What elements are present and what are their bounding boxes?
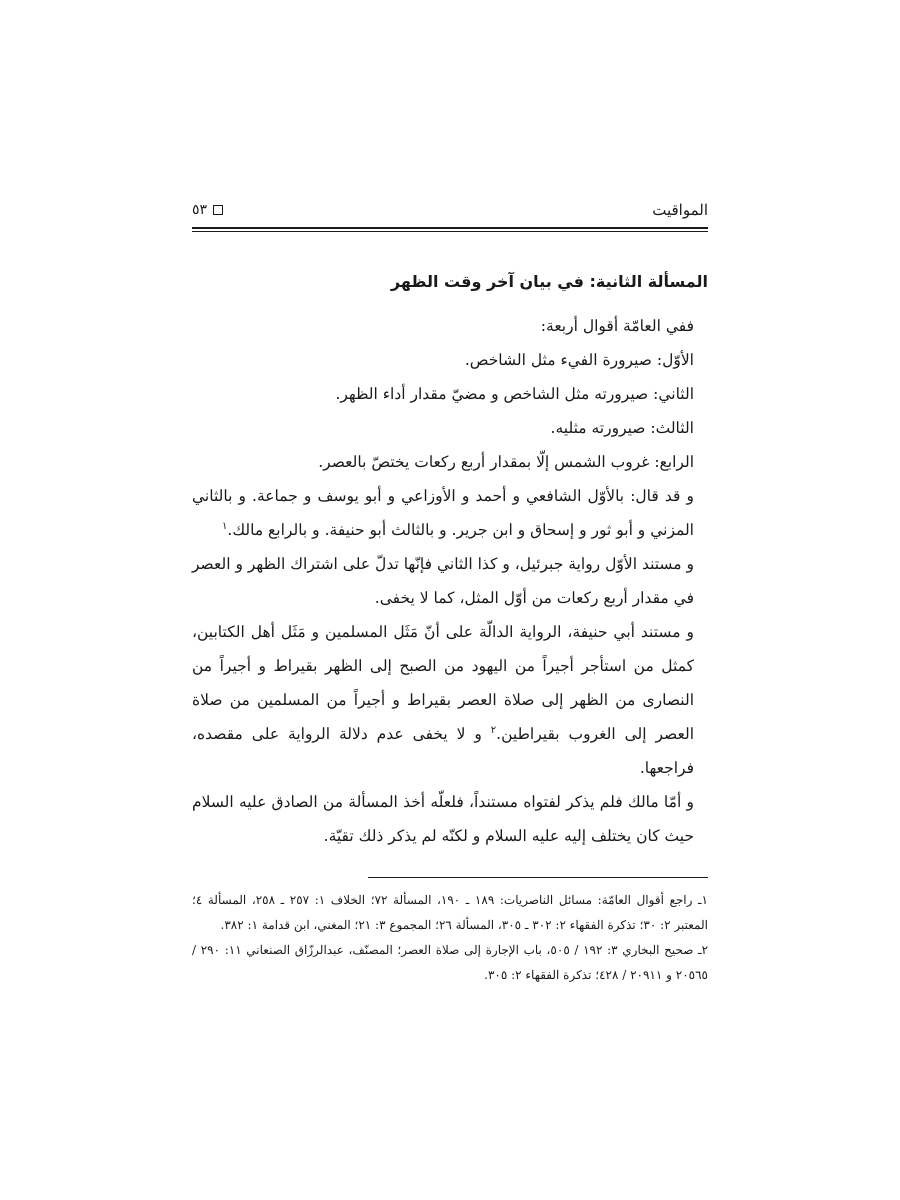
opinion-3: الثالث: صيرورته مثليه. bbox=[550, 419, 694, 437]
footnote-1: ١ـ راجع أقوال العامّة: مسائل الناصريات: ١٨٩ ـ ١٩٠، المسألة ٧٢؛ الخلاف ١: ٢٥٧ ـ ٢٥٨، المسألة ٤؛ المعتبر ٢: ٣٠؛ تذكرة الفقهاء ٢: ٣٠٢ ـ ٣٠٥، المسألة ٢٦؛ المجموع ٣: ٢١؛ المغني، ابن قدامة ١: ٣٨٢. bbox=[192, 893, 708, 932]
paragraph-1 bbox=[192, 479, 708, 547]
header-rule-thick bbox=[192, 227, 708, 229]
book-page bbox=[192, 195, 708, 988]
footnote-ref-1[interactable]: ١ bbox=[222, 520, 228, 532]
paragraph-1-text: و قد قال: بالأوّل الشافعي و أحمد و الأوزاعي و أبو يوسف و جماعة. و بالثاني المزني و أبو ثور و إسحاق و ابن جرير. و بالثالث أبو حنيفة. و بالرابع مالك. bbox=[192, 487, 694, 539]
header-rule-thin bbox=[192, 231, 708, 232]
chapter-title: المواقيت bbox=[652, 201, 708, 219]
opinion-4: الرابع: غروب الشمس إلّا بمقدار أربع ركعات يختصّ بالعصر. bbox=[318, 453, 694, 471]
footnote-ref-2[interactable]: ٢ bbox=[490, 724, 497, 736]
section-title: المسألة الثانية: في بيان آخر وقت الظهر bbox=[390, 272, 708, 291]
footnote-separator bbox=[368, 877, 708, 878]
paragraph-3-text-a: و مستند أبي حنيفة، الرواية الدالّة على أنّ مَثَل المسلمين و مَثَل أهل الكتابين، كمثل من استأجر أجيراً من اليهود من الصبح إلى الظهر بقيراط و أجيراً من النصارى من الظهر إلى صلاة العصر بقيراط و أجيراً من المسلمين من صلاة العصر إلى الغروب بقيراطين. bbox=[192, 623, 694, 743]
paragraph-2: و مستند الأوّل رواية جبرئيل، و كذا الثاني فإنّها تدلّ على اشتراك الظهر و العصر في مقدار أربع ركعات من أوّل المثل، كما لا يخفى. bbox=[192, 555, 694, 607]
page-number-value: ٥٣ bbox=[192, 202, 208, 218]
running-header bbox=[192, 195, 708, 225]
square-bullet-icon bbox=[213, 205, 223, 215]
page-number bbox=[192, 202, 223, 218]
opinion-1: الأوّل: صيرورة الفيء مثل الشاخص. bbox=[464, 351, 694, 369]
opinion-2: الثاني: صيرورته مثل الشاخص و مضيّ مقدار أداء الظهر. bbox=[335, 385, 694, 403]
intro-line: ففي العامّة أقوال أربعة: bbox=[540, 317, 694, 335]
paragraph-3 bbox=[192, 615, 708, 785]
paragraph-3-text-b: و لا يخفى عدم دلالة الرواية على مقصده، فراجعها. bbox=[192, 725, 694, 777]
paragraph-4: و أمّا مالك فلم يذكر لفتواه مستنداً، فلعلّه أخذ المسألة من الصادق عليه السلام حيث كان يختلف إليه عليه السلام و لكنّه لم يذكر ذلك تقيّة. bbox=[192, 793, 694, 845]
footnote-2: ٢ـ صحيح البخاري ٣: ١٩٢ / ٥٠٥، باب الإجارة إلى صلاة العصر؛ المصنّف، عبدالرزّاق الصنعاني ١١: ٢٩٠ / ٢٠٥٦٥ و ٢٠٩١١ / ٤٢٨؛ تذكرة الفقهاء ٢: ٣٠٥. bbox=[192, 943, 709, 982]
